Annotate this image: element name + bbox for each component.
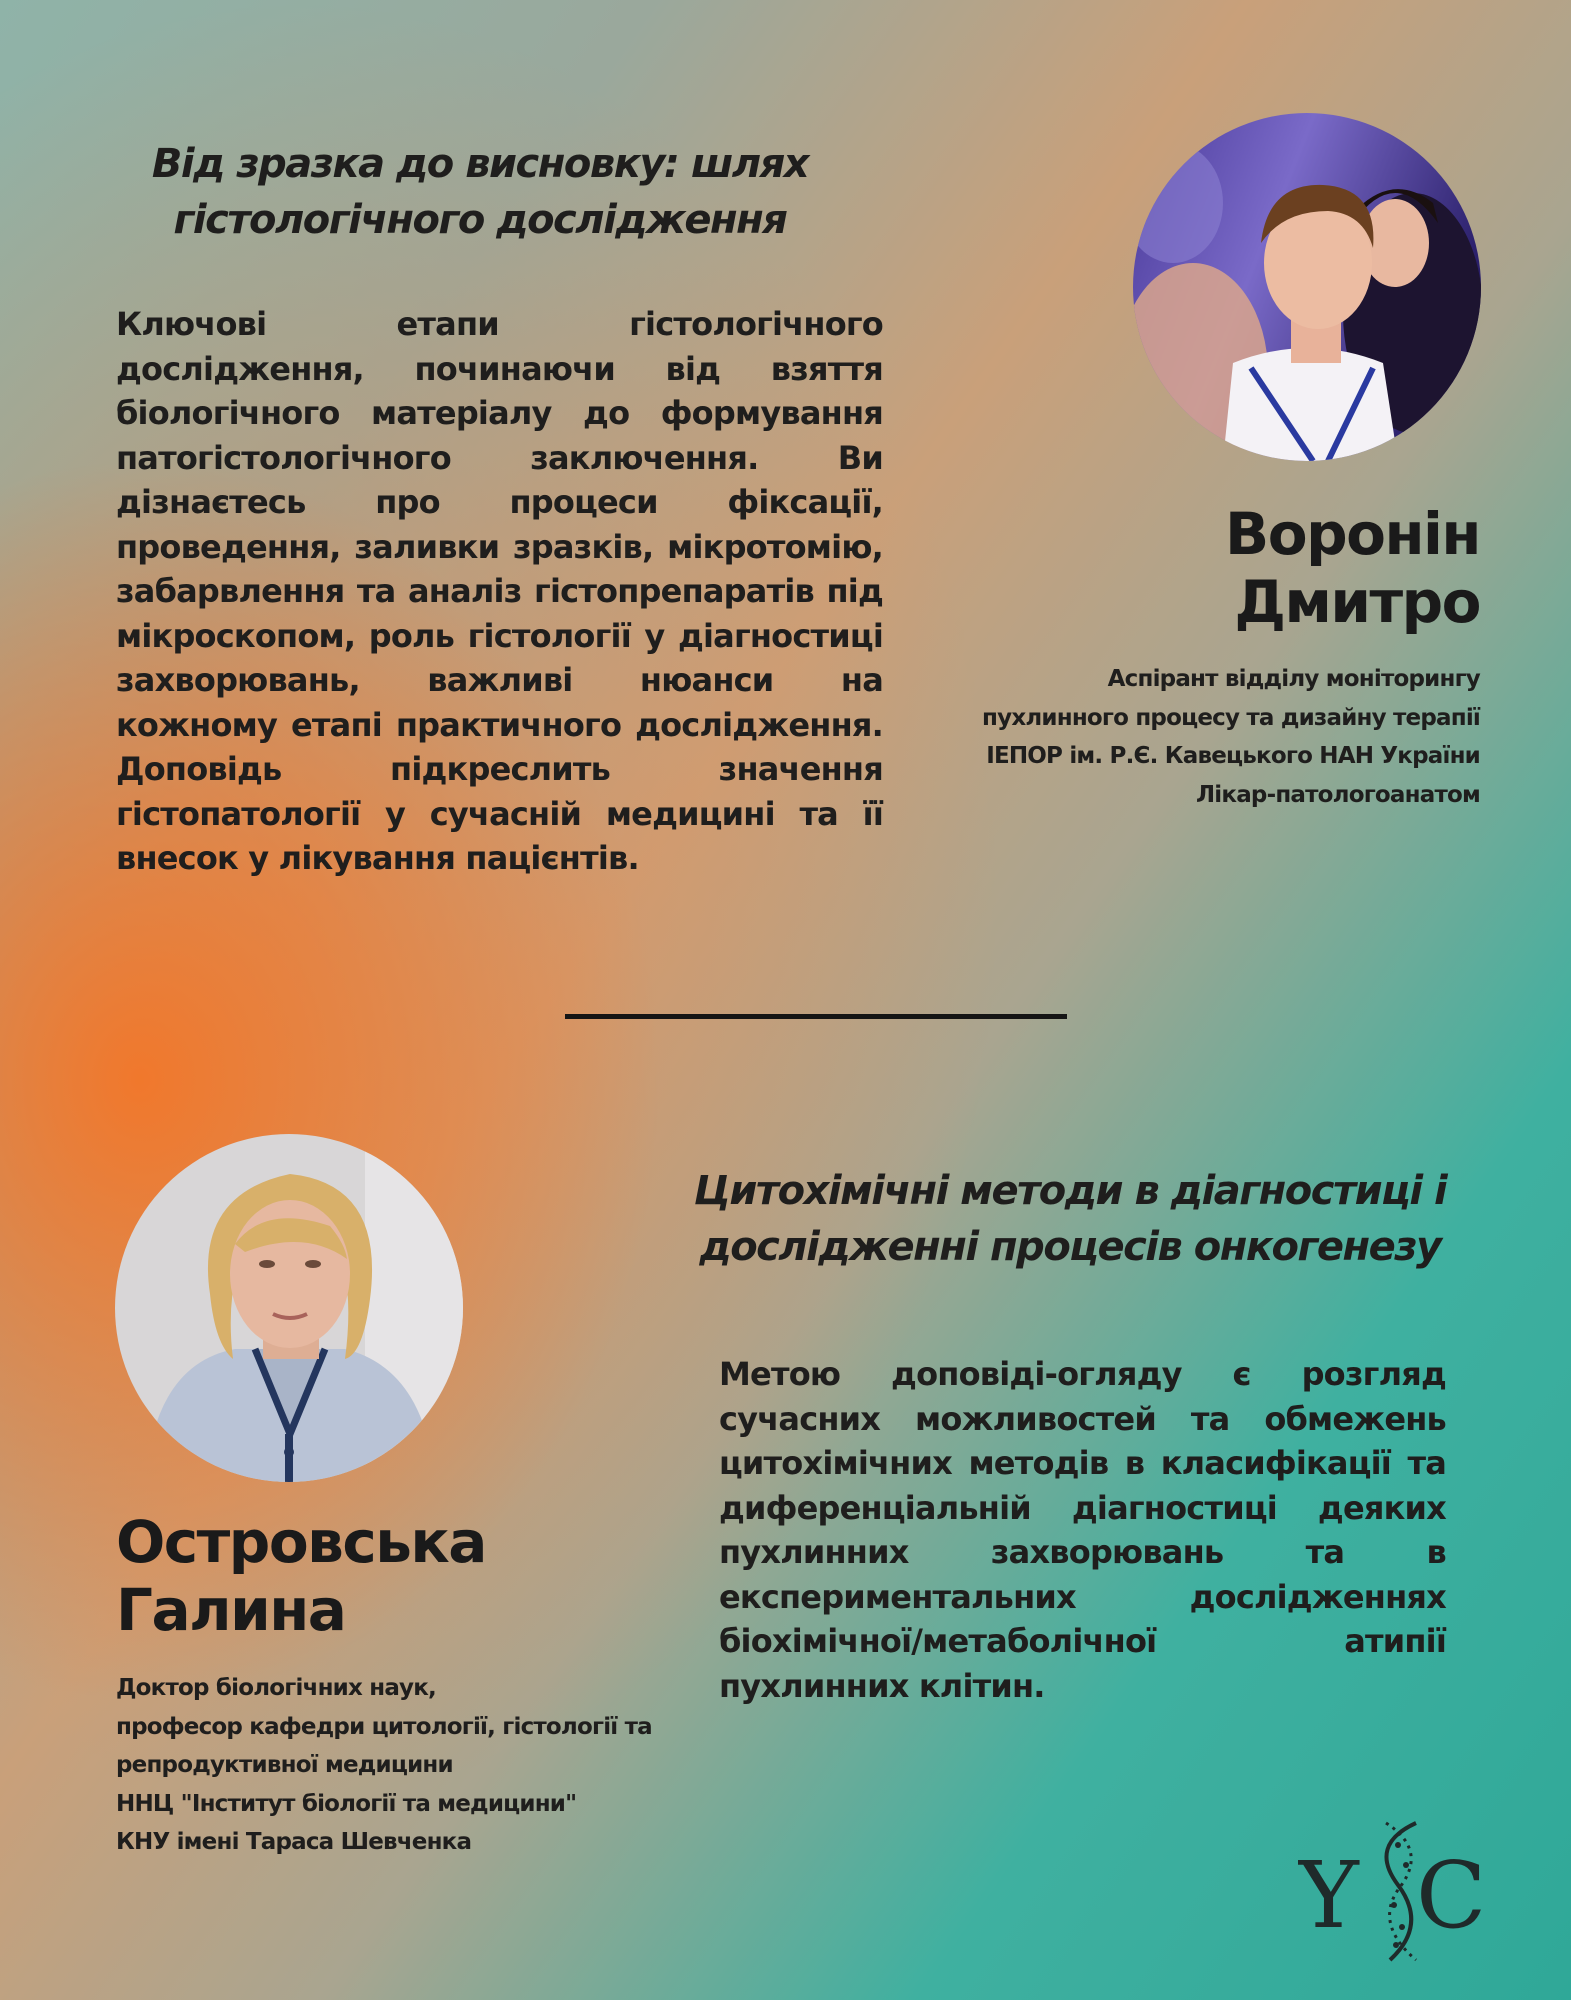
talk1-title-line2: гістологічного дослідження	[173, 197, 787, 243]
speaker2-desc-line: ННЦ "Інститут біології та медицини"	[116, 1790, 577, 1817]
speaker2-description	[116, 1669, 716, 1862]
speaker2-avatar	[115, 1134, 463, 1482]
speaker1-desc-line: Аспірант відділу моніторингу	[1107, 666, 1480, 692]
speaker2-desc-line: КНУ імені Тараса Шевченка	[116, 1829, 472, 1855]
speaker2-name	[116, 1508, 536, 1644]
talk1-abstract: Ключові етапи гістологічного дослідження, починаючи від взяття біологічного матеріалу до формування патогістологічного заключення. Ви дізнаєтесь про процеси фіксації, проведення, заливки зразків, мікротомію, забарвлення та аналіз гістопрепаратів під мікроскопом, роль гістології у діагностиці захворювань, важливі нюанси на кожному етапі практичного дослідження. Доповідь підкреслить значення гістопатології у сучасній медицині та її внесок у лікування пацієнтів.	[116, 305, 883, 877]
speaker1-photo	[1133, 113, 1481, 461]
talk2-title-line1: Цитохімічні методи в діагностиці і	[693, 1168, 1447, 1214]
section-divider	[565, 1014, 1067, 1019]
speaker1-avatar	[1133, 113, 1481, 461]
speaker1-description	[900, 660, 1480, 814]
speaker2-photo	[115, 1134, 463, 1482]
speaker2-name-line1: Островська	[116, 1508, 486, 1576]
speaker1-desc-line: Лікар-патологоанатом	[1196, 781, 1480, 808]
speaker1-desc-line: ІЕПОР ім. Р.Є. Кавецького НАН України	[986, 743, 1480, 769]
talk2-abstract: Метою доповіді-огляду є розгляд сучасних можливостей та обмежень цитохімічних методів в класифікації та диференціальній діагностиці деяких пухлинних захворювань та в експериментальних дослідженнях біохімічної/метаболічної атипії пухлинних клітин.	[719, 1355, 1446, 1705]
speaker1-name	[1180, 500, 1480, 636]
talk1-title	[120, 136, 840, 248]
speaker2-desc-line: Доктор біологічних наук,	[116, 1675, 436, 1701]
ysc-logo	[1298, 1815, 1518, 1965]
logo-letter-y: Y	[1298, 1842, 1359, 1949]
speaker1-name-line2: Дмитро	[1234, 568, 1480, 636]
speaker2-desc-line: репродуктивної медицини	[116, 1752, 453, 1778]
speaker2-desc-line: професор кафедри цитології, гістології та	[116, 1713, 652, 1740]
logo-letter-c: C	[1416, 1842, 1487, 1949]
speaker1-name-line1: Воронін	[1225, 500, 1480, 568]
talk2-title-line2: дослідженні процесів онкогенезу	[699, 1224, 1441, 1270]
speaker2-name-line2: Галина	[116, 1576, 346, 1644]
talk2-title	[690, 1163, 1450, 1275]
talk1-title-line1: Від зразка до висновку: шлях	[151, 141, 809, 187]
speaker1-desc-line: пухлинного процесу та дизайну терапії	[982, 704, 1480, 731]
dna-logo-icon	[1298, 1815, 1518, 1965]
